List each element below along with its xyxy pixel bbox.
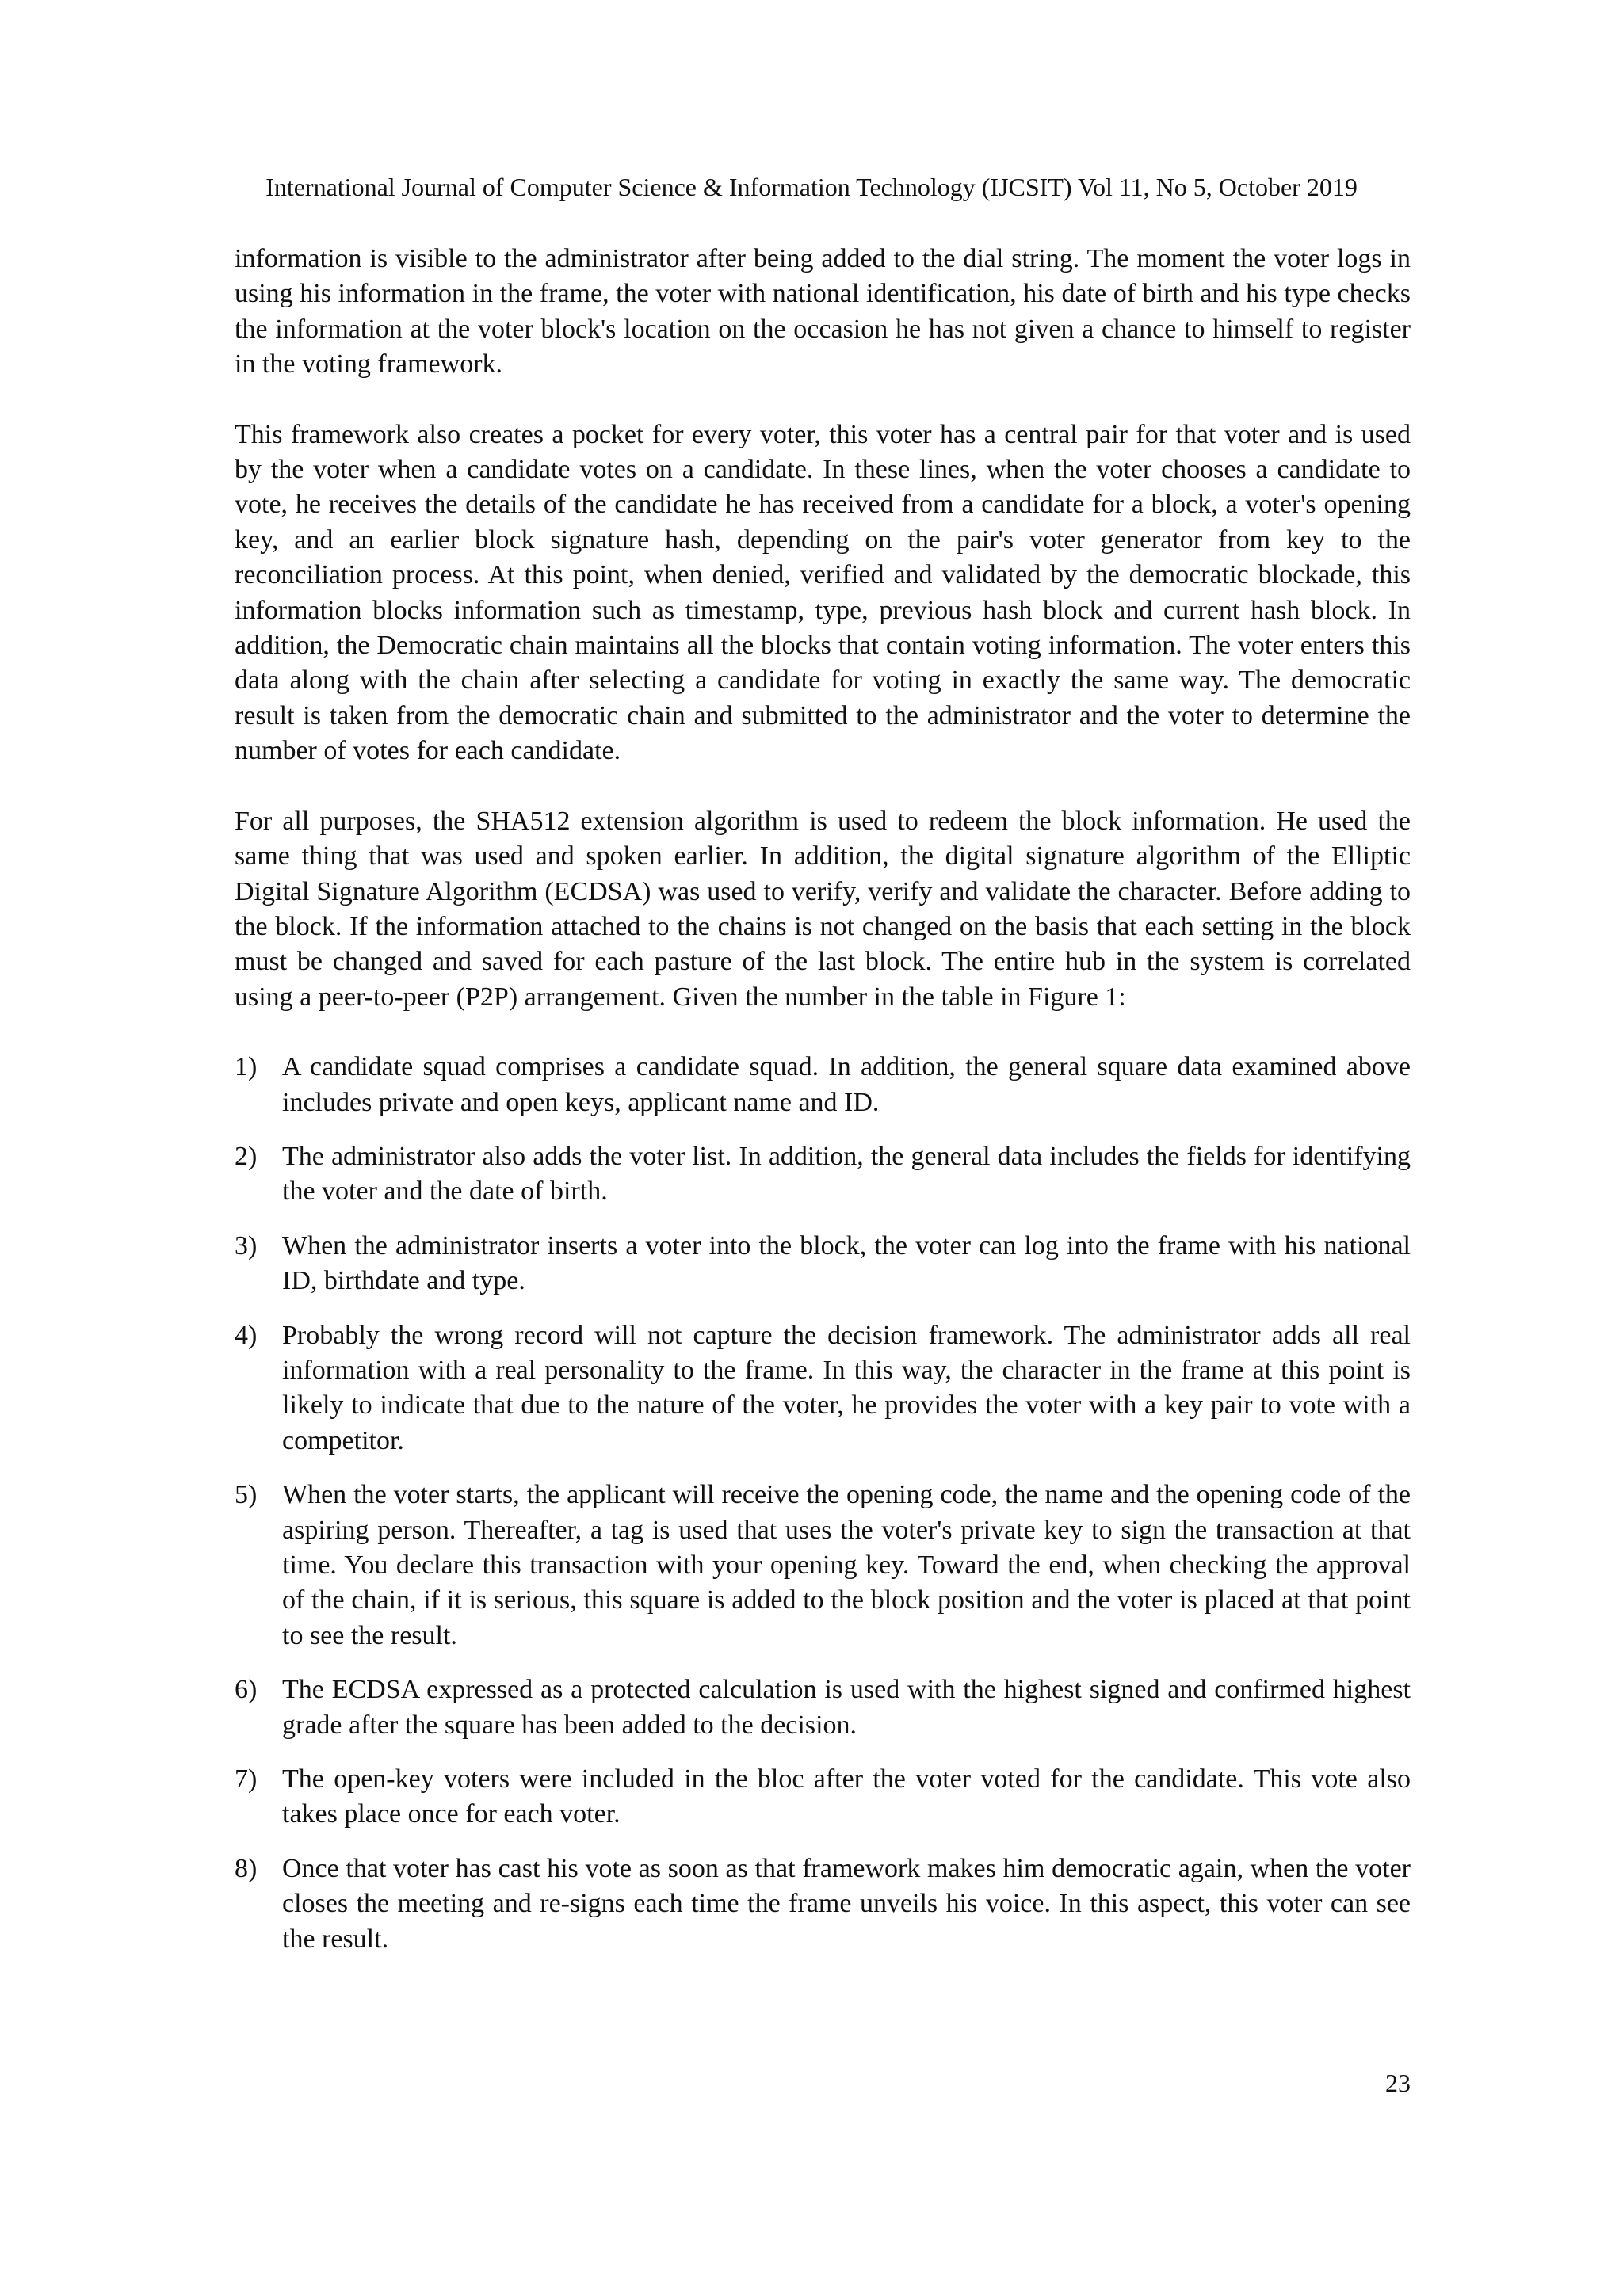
list-item-4 [235, 1318, 1411, 1459]
list-item-number: 2) [235, 1141, 258, 1171]
list-item-number: 8) [235, 1853, 258, 1883]
list-item-text: The ECDSA expressed as a protected calculation is used with the highest signed and confirmed highest grade after the square has been added to the decision. [282, 1675, 1411, 1740]
list-item-number: 3) [235, 1230, 258, 1261]
paragraph-3: For all purposes, the SHA512 extension algorithm is used to redeem the block information. He used the same thing that was used and spoken earlier. In addition, the digital signature algorithm of the Elliptic Digital Signature Algorithm (ECDSA) was used to verify, verify and validate the character. Before adding to the block. If the information attached to the chains is not changed on the basis that each setting in the block must be changed and saved for each pasture of the last block. The entire hub in the system is correlated using a peer-to-peer (P2P) arrangement. Given the number in the table in Figure 1: [235, 806, 1411, 1012]
list-item-number: 7) [235, 1764, 258, 1794]
list-item-number: 5) [235, 1480, 258, 1510]
list-item-number: 6) [235, 1675, 258, 1705]
running-header: International Journal of Computer Science & Information Technology (IJCSIT) Vol 11, No 5, October 2019 [265, 173, 1358, 201]
list-item-text: Once that voter has cast his vote as soon as that framework makes him democratic again, when the voter closes the meeting and re-signs each time the frame unveils his voice. In this aspect, this voter can see the result. [282, 1853, 1411, 1954]
list-item-1 [235, 1050, 1411, 1120]
list-item-text: Probably the wrong record will not capture the decision framework. The administrator adds all real information with a real personality to the frame. In this way, the character in the frame at this point is likely to indicate that due to the nature of the voter, he provides the voter with a key pair to vote with a competitor. [282, 1320, 1411, 1455]
list-item-text: When the voter starts, the applicant will receive the opening code, the name and the opening code of the aspiring person. Thereafter, a tag is used that uses the voter's private key to sign the transaction at that time. You declare this transaction with your opening key. Toward the end, when checking the approval of the chain, if it is serious, this square is added to the block position and the voter is placed at that point to see the result. [282, 1480, 1411, 1650]
list-item-5 [235, 1478, 1411, 1653]
list-item-text: The administrator also adds the voter list. In addition, the general data includes the fields for identifying the voter and the date of birth. [282, 1141, 1411, 1207]
list-item-3 [235, 1229, 1411, 1299]
numbered-list [235, 1050, 1411, 1957]
page-number: 23 [1385, 2069, 1411, 2097]
list-item-number: 4) [235, 1320, 258, 1350]
list-item-text: A candidate squad comprises a candidate squad. In addition, the general square data examined above includes private and open keys, applicant name and ID. [282, 1052, 1411, 1117]
list-item-text: The open-key voters were included in the bloc after the voter voted for the candidate. This vote also takes place once for each voter. [282, 1764, 1411, 1829]
paragraph-2: This framework also creates a pocket for every voter, this voter has a central pair for that voter and is used by the voter when a candidate votes on a candidate. In these lines, when the voter chooses a candidate to vote, he receives the details of the candidate he has received from a candidate for a block, a voter's opening key, and an earlier block signature hash, depending on the pair's voter generator from key to the reconciliation process. At this point, when denied, verified and validated by the democratic blockade, this information blocks information such as timestamp, type, previous hash block and current hash block. In addition, the Democratic chain maintains all the blocks that contain voting information. The voter enters this data along with the chain after selecting a candidate for voting in exactly the same way. The democratic result is taken from the democratic chain and submitted to the administrator and the voter to determine the number of votes for each candidate. [235, 419, 1411, 766]
list-item-text: When the administrator inserts a voter into the block, the voter can log into the frame with his national ID, birthdate and type. [282, 1230, 1411, 1296]
list-item-7 [235, 1762, 1411, 1833]
list-item-number: 1) [235, 1052, 258, 1082]
list-item-6 [235, 1672, 1411, 1743]
list-item-8 [235, 1852, 1411, 1957]
paragraph-1: information is visible to the administrator after being added to the dial string. The moment the voter logs in using his information in the frame, the voter with national identification, his date of birth and his type checks the information at the voter block's location on the occasion he has not given a chance to himself to register in the voting framework. [235, 244, 1411, 379]
list-item-2 [235, 1139, 1411, 1210]
body-text [235, 242, 1411, 1976]
